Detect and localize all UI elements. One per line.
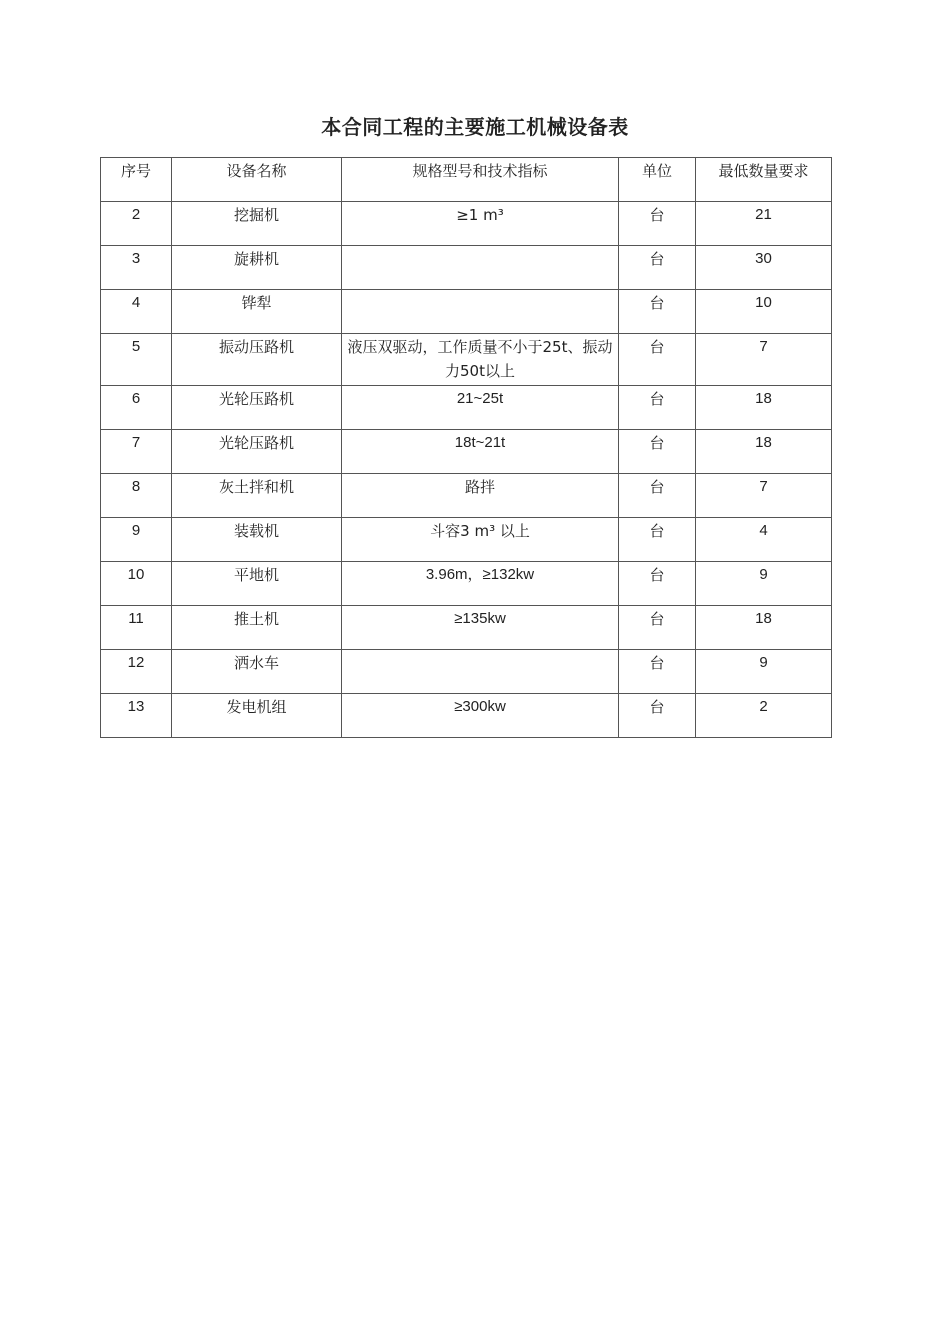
cell-spec: 路拌 [342, 474, 619, 518]
cell-name: 光轮压路机 [172, 386, 342, 430]
cell-name: 推土机 [172, 606, 342, 650]
cell-spec: 液压双驱动，工作质量不小于25t、振动力50t以上 [342, 334, 619, 386]
table-row [101, 694, 832, 738]
cell-spec [342, 290, 619, 334]
cell-qty: 7 [696, 334, 832, 386]
header-unit: 单位 [619, 158, 696, 202]
cell-no: 2 [101, 202, 172, 246]
cell-no: 11 [101, 606, 172, 650]
cell-name: 铧犁 [172, 290, 342, 334]
table-header-row [101, 158, 832, 202]
cell-spec: 斗容3 m³ 以上 [342, 518, 619, 562]
cell-spec [342, 246, 619, 290]
table-row [101, 562, 832, 606]
cell-no: 7 [101, 430, 172, 474]
cell-name: 洒水车 [172, 650, 342, 694]
header-spec: 规格型号和技术指标 [342, 158, 619, 202]
cell-unit: 台 [619, 290, 696, 334]
table-row [101, 474, 832, 518]
cell-qty: 9 [696, 650, 832, 694]
cell-name: 灰土拌和机 [172, 474, 342, 518]
cell-name: 挖掘机 [172, 202, 342, 246]
cell-unit: 台 [619, 562, 696, 606]
cell-spec [342, 650, 619, 694]
cell-no: 12 [101, 650, 172, 694]
table-row [101, 334, 832, 386]
cell-qty: 7 [696, 474, 832, 518]
table-row [101, 650, 832, 694]
equipment-table [100, 157, 832, 738]
cell-no: 8 [101, 474, 172, 518]
cell-unit: 台 [619, 694, 696, 738]
cell-unit: 台 [619, 430, 696, 474]
header-name: 设备名称 [172, 158, 342, 202]
cell-qty: 30 [696, 246, 832, 290]
cell-spec: 18t~21t [342, 430, 619, 474]
cell-no: 5 [101, 334, 172, 386]
cell-no: 6 [101, 386, 172, 430]
cell-spec: 21~25t [342, 386, 619, 430]
table-row [101, 518, 832, 562]
cell-qty: 10 [696, 290, 832, 334]
cell-qty: 21 [696, 202, 832, 246]
cell-no: 13 [101, 694, 172, 738]
cell-unit: 台 [619, 474, 696, 518]
header-qty: 最低数量要求 [696, 158, 832, 202]
cell-spec: 3.96m，≥132kw [342, 562, 619, 606]
cell-unit: 台 [619, 246, 696, 290]
cell-name: 平地机 [172, 562, 342, 606]
cell-unit: 台 [619, 202, 696, 246]
header-no: 序号 [101, 158, 172, 202]
cell-unit: 台 [619, 386, 696, 430]
cell-no: 10 [101, 562, 172, 606]
page-title: 本合同工程的主要施工机械设备表 [321, 115, 629, 139]
cell-spec: ≥135kw [342, 606, 619, 650]
cell-qty: 2 [696, 694, 832, 738]
cell-no: 9 [101, 518, 172, 562]
table-row [101, 202, 832, 246]
table-row [101, 606, 832, 650]
table-row [101, 430, 832, 474]
cell-qty: 18 [696, 386, 832, 430]
cell-name: 装载机 [172, 518, 342, 562]
cell-qty: 18 [696, 430, 832, 474]
table-row [101, 246, 832, 290]
cell-name: 振动压路机 [172, 334, 342, 386]
cell-qty: 4 [696, 518, 832, 562]
cell-unit: 台 [619, 518, 696, 562]
cell-name: 光轮压路机 [172, 430, 342, 474]
cell-qty: 18 [696, 606, 832, 650]
cell-unit: 台 [619, 334, 696, 386]
cell-name: 发电机组 [172, 694, 342, 738]
cell-no: 4 [101, 290, 172, 334]
cell-name: 旋耕机 [172, 246, 342, 290]
table-row [101, 386, 832, 430]
cell-unit: 台 [619, 606, 696, 650]
table-row [101, 290, 832, 334]
cell-no: 3 [101, 246, 172, 290]
cell-spec: ≥300kw [342, 694, 619, 738]
cell-spec: ≥1 m³ [342, 202, 619, 246]
cell-qty: 9 [696, 562, 832, 606]
cell-unit: 台 [619, 650, 696, 694]
